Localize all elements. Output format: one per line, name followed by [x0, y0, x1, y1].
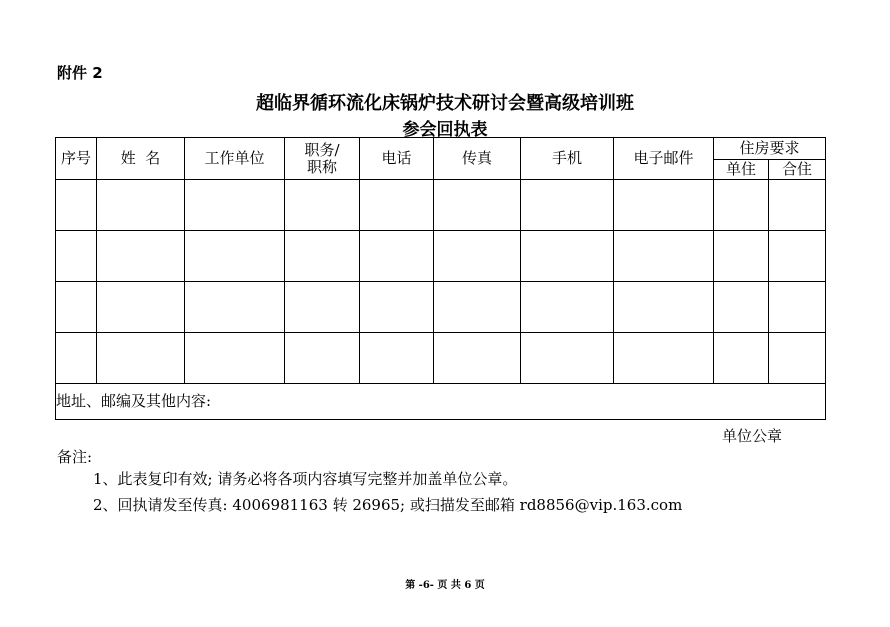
header-housing: 住房要求	[714, 138, 826, 160]
table-row	[56, 231, 826, 282]
header-fax: 传真	[434, 138, 521, 180]
cell-mobile[interactable]	[521, 333, 614, 384]
cell-fax[interactable]	[434, 231, 521, 282]
cell-position[interactable]	[285, 231, 360, 282]
cell-mobile[interactable]	[521, 180, 614, 231]
cell-seq[interactable]	[56, 231, 97, 282]
cell-housing-single[interactable]	[714, 282, 769, 333]
note-item: 1、此表复印有效; 请务必将各项内容填写完整并加盖单位公章。	[93, 470, 518, 488]
cell-email[interactable]	[614, 282, 714, 333]
cell-work-unit[interactable]	[185, 231, 285, 282]
document-title: 超临界循环流化床锅炉技术研讨会暨高级培训班	[256, 93, 634, 114]
unit-seal-label: 单位公章	[722, 427, 783, 445]
cell-email[interactable]	[614, 231, 714, 282]
header-mobile: 手机	[521, 138, 614, 180]
header-row	[56, 138, 826, 160]
address-row	[56, 384, 826, 420]
cell-work-unit[interactable]	[185, 333, 285, 384]
cell-seq[interactable]	[56, 333, 97, 384]
header-work-unit: 工作单位	[185, 138, 285, 180]
cell-housing-shared[interactable]	[769, 333, 826, 384]
table-row	[56, 282, 826, 333]
cell-position[interactable]	[285, 180, 360, 231]
table-row	[56, 333, 826, 384]
cell-fax[interactable]	[434, 282, 521, 333]
cell-phone[interactable]	[360, 180, 434, 231]
cell-position[interactable]	[285, 333, 360, 384]
cell-fax[interactable]	[434, 180, 521, 231]
cell-housing-single[interactable]	[714, 333, 769, 384]
page-footer: 第 -6- 页 共 6 页	[405, 580, 485, 591]
cell-email[interactable]	[614, 333, 714, 384]
cell-name[interactable]	[97, 282, 185, 333]
address-field[interactable]: 地址、邮编及其他内容:	[56, 384, 826, 420]
cell-name[interactable]	[97, 333, 185, 384]
table-row	[56, 180, 826, 231]
registration-form-table	[55, 137, 826, 420]
cell-housing-single[interactable]	[714, 231, 769, 282]
header-position	[285, 138, 360, 180]
cell-position[interactable]	[285, 282, 360, 333]
cell-mobile[interactable]	[521, 231, 614, 282]
cell-seq[interactable]	[56, 282, 97, 333]
note-item: 2、回执请发至传真: 4006981163 转 26965; 或扫描发至邮箱 rd8856@vip.163.com	[93, 496, 683, 514]
cell-work-unit[interactable]	[185, 282, 285, 333]
header-email: 电子邮件	[614, 138, 714, 180]
cell-name[interactable]	[97, 231, 185, 282]
header-seq: 序号	[56, 138, 97, 180]
header-position-line2: 职称	[306, 157, 337, 176]
header-housing-shared: 合住	[769, 160, 826, 180]
header-phone: 电话	[360, 138, 434, 180]
cell-phone[interactable]	[360, 333, 434, 384]
cell-work-unit[interactable]	[185, 180, 285, 231]
cell-mobile[interactable]	[521, 282, 614, 333]
attachment-label: 附件 2	[57, 64, 103, 82]
cell-housing-shared[interactable]	[769, 282, 826, 333]
cell-seq[interactable]	[56, 180, 97, 231]
cell-name[interactable]	[97, 180, 185, 231]
cell-fax[interactable]	[434, 333, 521, 384]
header-name: 姓 名	[97, 138, 185, 180]
cell-housing-shared[interactable]	[769, 231, 826, 282]
notes-title: 备注:	[57, 448, 93, 466]
cell-housing-single[interactable]	[714, 180, 769, 231]
cell-phone[interactable]	[360, 231, 434, 282]
header-housing-single: 单住	[714, 160, 769, 180]
cell-email[interactable]	[614, 180, 714, 231]
header-position-line1: 职务/	[304, 140, 340, 159]
document-subtitle: 参会回执表	[402, 120, 488, 140]
cell-housing-shared[interactable]	[769, 180, 826, 231]
cell-phone[interactable]	[360, 282, 434, 333]
